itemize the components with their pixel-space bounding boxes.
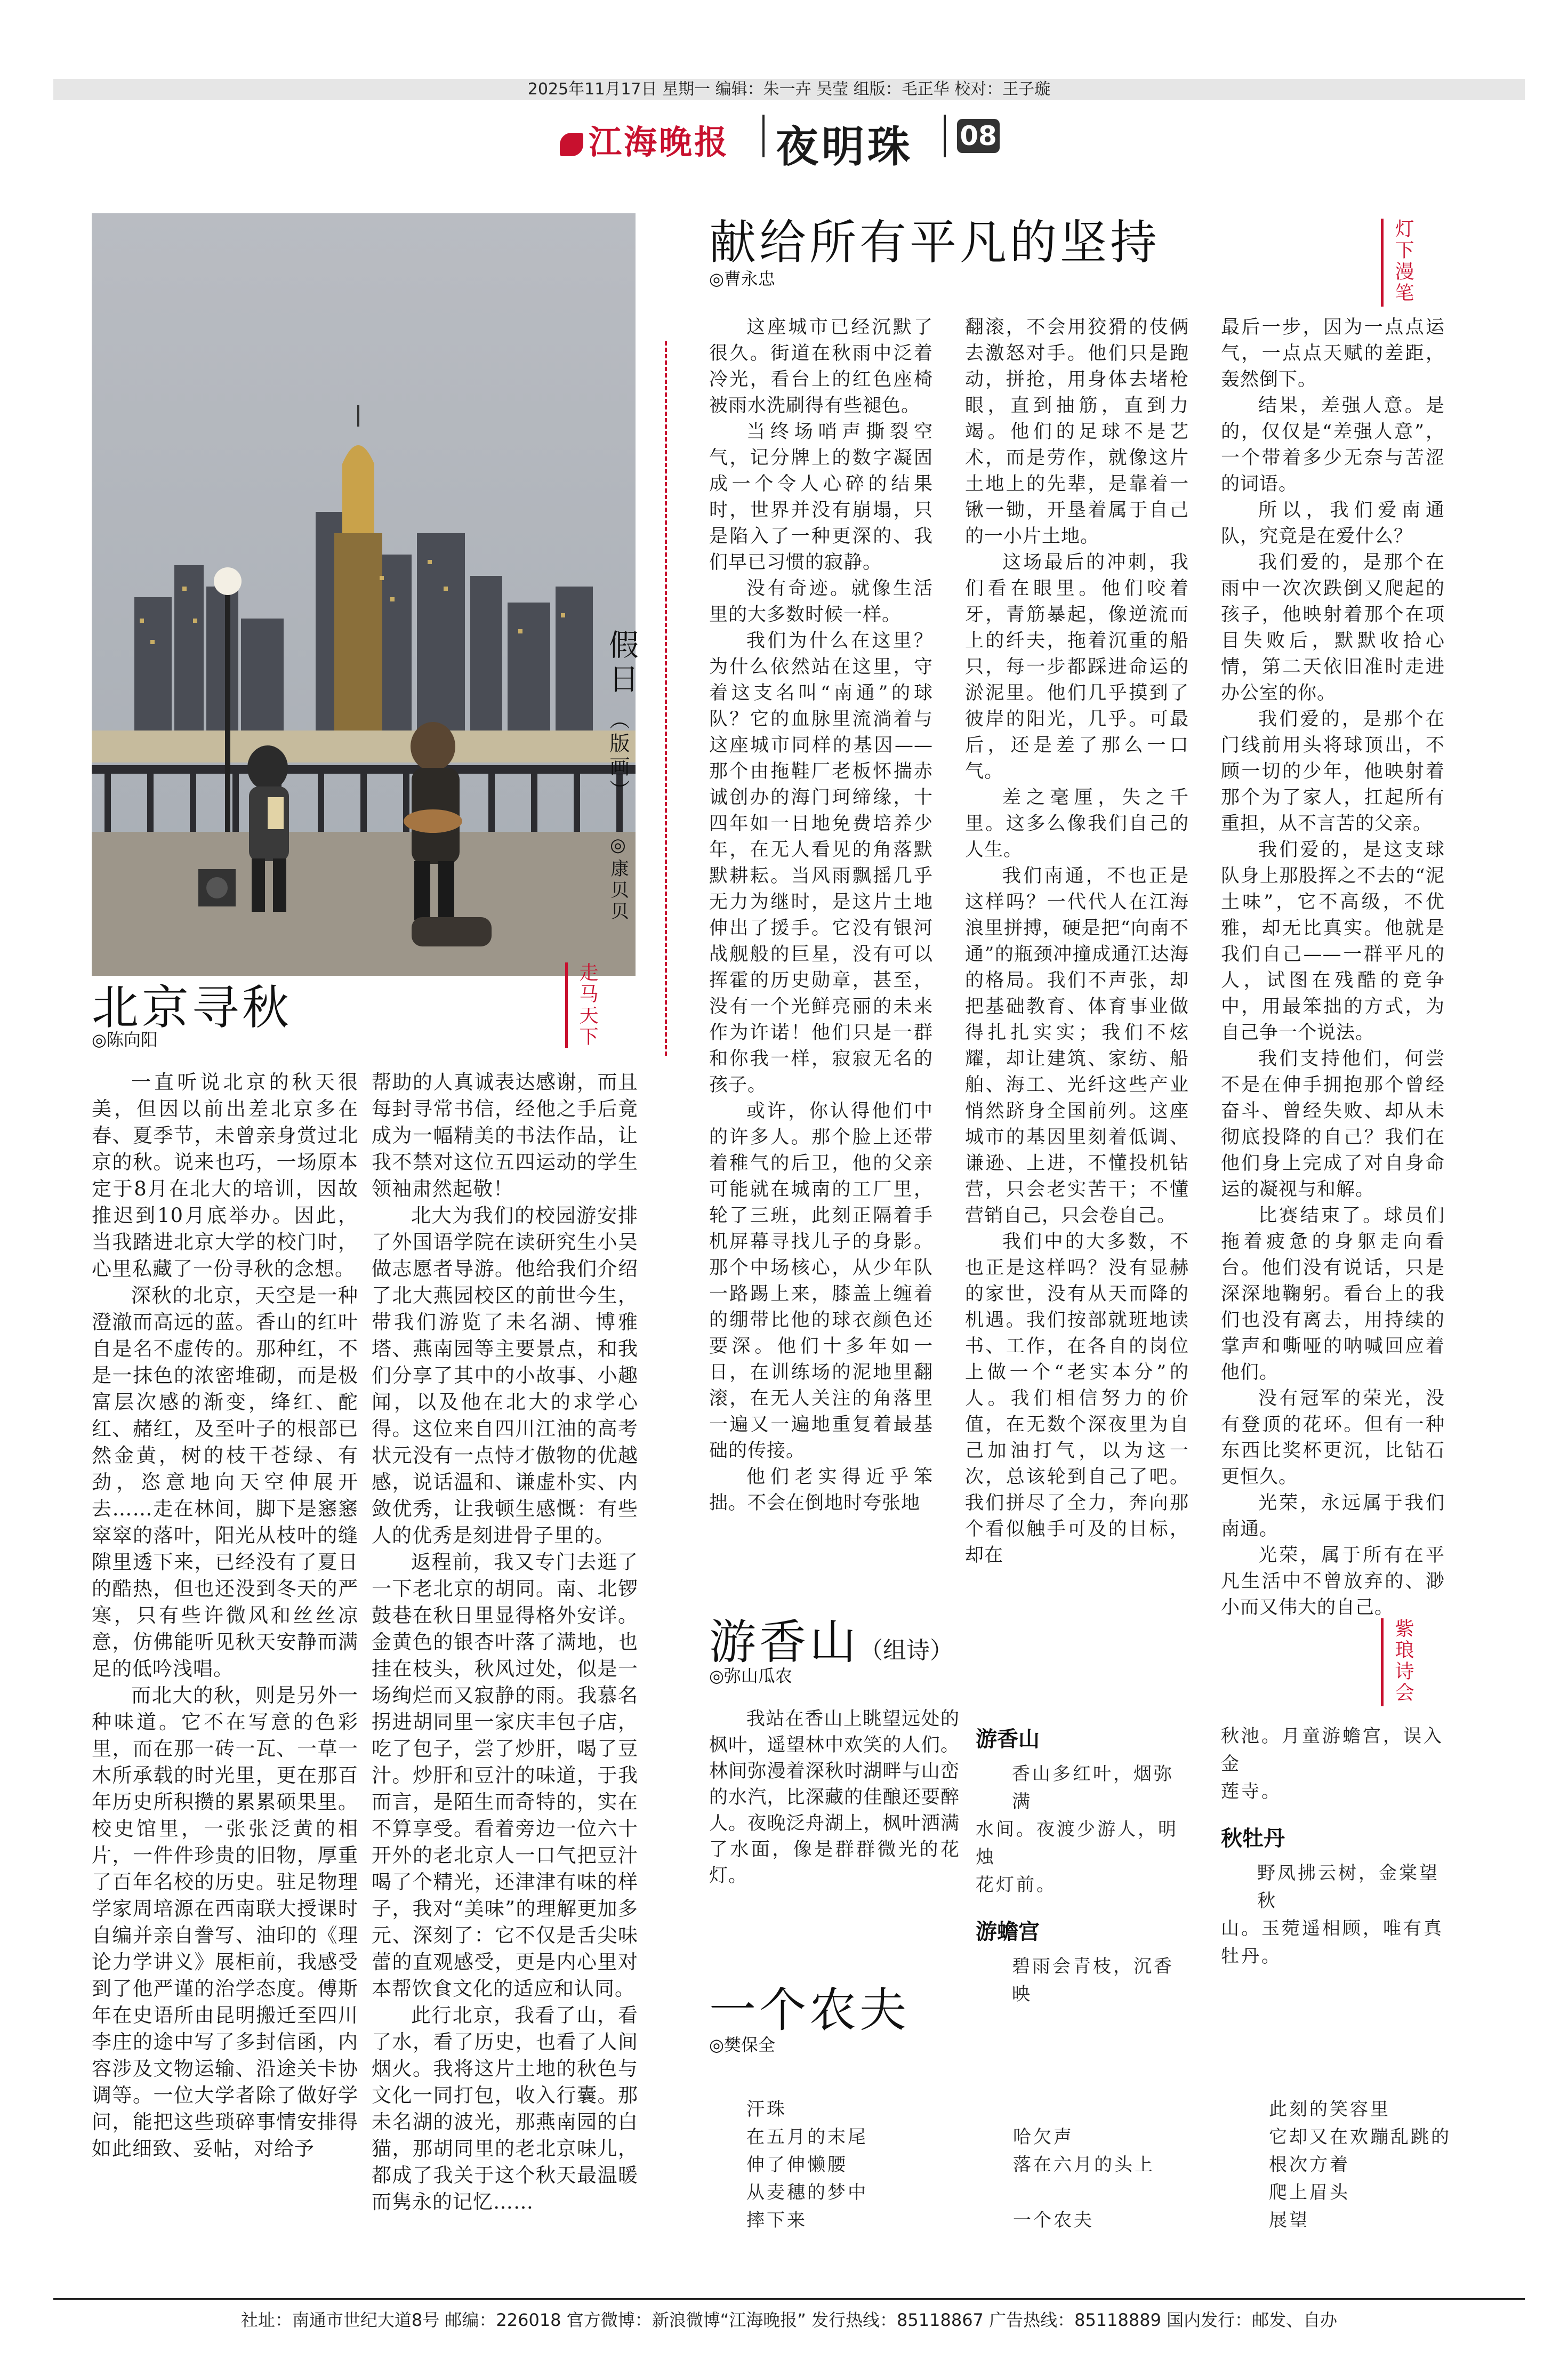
paragraph: 我们中的大多数，不也正是这样吗？没有显赫的家世，没有从天而降的机遇。我们按部就班地读书、工作，在各自的岗位上做一个“老实本分”的人。我们相信努力的价值，在无数个深夜里为自己加油打气，以为这一次，总该轮到自己了吧。我们拼尽了全力，奔向那个看似触手可及的目标，却在 — [965, 1231, 1189, 1566]
poem-line: 摔下来 — [746, 2210, 807, 2231]
poem-line: 秋池。月童游蟾宫，误入金 — [1221, 1725, 1444, 1775]
poem-line: 爬上眉头 — [1269, 2182, 1350, 2203]
paper-logo — [560, 116, 729, 163]
artwork-title: 假日 — [604, 629, 639, 697]
artwork-print-illustration — [92, 213, 636, 976]
article-persist-col1 — [709, 315, 933, 1516]
poem-farmer-col3 — [1269, 2096, 1503, 2234]
poem-line: 它却又在欢蹦乱跳的 — [1269, 2126, 1451, 2148]
poem-line — [1013, 2179, 1237, 2206]
artwork-artist: ◎康贝贝 — [607, 834, 629, 923]
poem-line: 一个农夫 — [1013, 2210, 1094, 2231]
paragraph: 光荣，永远属于我们南通。 — [1221, 1492, 1445, 1540]
poem-line: 野凤拂云树，金棠望秋 — [1257, 1863, 1440, 1912]
paragraph: 深秋的北京，天空是一种澄澈而高远的蓝。香山的红叶自是名不虚传的。那种红，不是一抹色的浓密堆砌，而是极富层次感的渐变，绛红、酡红、赭红，及至叶子的根部已然金黄，树的枝干苍绿、有劲，恣意地向天空伸展开去……走在林间，脚下是窸窸窣窣的落叶，阳光从枝叶的缝隙里透下来，已经没有了夏日的酷热，但也还没到冬天的严寒，只有些许微风和丝丝凉意，仿佛能听见秋天安静而满足的低吟浅唱。 — [92, 1284, 358, 1680]
column-tag-travel: 走马天下 — [565, 962, 601, 1048]
poem-lines-2-cont — [1221, 1722, 1445, 1805]
paper-name: 江海晚报 — [589, 123, 730, 162]
paragraph: 没有冠军的荣光，没有登顶的花环。但有一种东西比奖杯更沉，比钻石更恒久。 — [1221, 1388, 1445, 1488]
poem-byline-farmer: ◎樊保全 — [709, 2035, 775, 2055]
poem-byline-xiangshan: ◎弥山瓜农 — [709, 1666, 792, 1686]
edition-info-bar — [53, 79, 1525, 100]
poem-line: 香山多红叶，烟弥满 — [1012, 1763, 1174, 1812]
poem-line: 莲寺。 — [1221, 1781, 1282, 1802]
paragraph: 差之毫厘，失之千里。这多么像我们自己的人生。 — [965, 787, 1189, 861]
footer-rule — [53, 2298, 1525, 2300]
article-title-persist: 献给所有平凡的坚持 — [709, 215, 1161, 270]
paragraph: 当终场哨声撕裂空气，记分牌上的数字凝固成一个令人心碎的结果时，世界并没有崩塌，只是陷入了一种更深的、我们早已习惯的寂静。 — [709, 421, 933, 573]
paper-logo-icon — [560, 133, 583, 156]
poem-line: 牡丹。 — [1221, 1946, 1282, 1967]
article-persist-col2 — [965, 315, 1189, 1569]
article-persist-col3 — [1221, 315, 1445, 1621]
poem-line: 汗珠 — [746, 2099, 787, 2120]
poem-lines-1 — [976, 1760, 1189, 1899]
article-title-beijing: 北京寻秋 — [92, 980, 293, 1035]
page-number: 08 — [957, 119, 1000, 153]
masthead — [560, 109, 1002, 172]
paragraph: 这场最后的冲刺，我们看在眼里。他们咬着牙，青筋暴起，像逆流而上的纤夫，拖着沉重的船只，每一步都踩进命运的淤泥里。他们几乎摸到了彼岸的阳光，几乎。可最后，还是差了那么一口气。 — [965, 552, 1189, 782]
paragraph: 帮助的人真诚表达感谢，而且每封寻常书信，经他之手后竟成为一幅精美的书法作品，让我不禁对这位五四运动的学生领袖肃然起敬！ — [372, 1071, 638, 1200]
paragraph: 结果，差强人意。是的，仅仅是“差强人意”，一个带着多少无奈与苦涩的词语。 — [1221, 395, 1445, 495]
paragraph: 所以，我们爱南通队，究竟是在爱什么？ — [1221, 500, 1445, 547]
poem-group-1 — [976, 1722, 1189, 2008]
poem-line: 从麦穗的梦中 — [746, 2182, 868, 2203]
paragraph: 我们为什么在这里？为什么依然站在这里，守着这支名叫“南通”的球队？它的血脉里流淌着与这座城市同样的基因——那个由拖鞋厂老板怀揣赤诚创办的海门珂缔缘，十四年如一日地免费培养少年，在无人看见的角落默默耕耘。当风雨飘摇几乎无力为继时，是这片土地伸出了援手。它没有银河战舰般的巨星，没有可以挥霍的历史勋章，甚至，没有一个光鲜亮丽的未来作为许诺！他们只是一群和你我一样，寂寂无名的孩子。 — [709, 630, 933, 1096]
artwork-medium: （版画） — [606, 709, 630, 803]
poem-subtitle-2: 游蟾宫 — [976, 1920, 1040, 1944]
section-name: 夜明珠 — [776, 122, 913, 172]
paragraph: 没有奇迹。就像生活里的大多数时候一样。 — [709, 578, 933, 625]
poem-lines-2 — [976, 1953, 1189, 2008]
poem-subtitle-1: 游香山 — [976, 1727, 1040, 1752]
poem-title-xiangshan: 游香山 — [709, 1615, 860, 1669]
paragraph: 我站在香山上眺望远处的枫叶，遥望林中欢笑的人们。林间弥漫着深秋时湖畔与山峦的水汽，比深藏的佳酿还要醉人。夜晚泛舟湖上，枫叶洒满了水面，像是群群微光的花灯。 — [709, 1708, 960, 1887]
masthead-divider — [944, 115, 946, 157]
column-tag-poetry: 紫琅诗会 — [1381, 1618, 1417, 1706]
poem-lines-3 — [1221, 1859, 1445, 1970]
poem-line: 根次方着 — [1269, 2154, 1350, 2176]
paragraph: 我们爱的，是那个在门线前用头将球顶出，不顾一切的少年，他映射着那个为了家人，扛起所有重担，从不言苦的父亲。 — [1221, 709, 1445, 834]
poem-line: 水间。夜渡少游人，明烛 — [976, 1819, 1178, 1868]
paragraph: 此行北京，我看了山，看了水，看了历史，也看了人间烟火。我将这片土地的秋色与文化一同打包，收入行囊。那未名湖的波光，那燕南园的白猫，那胡同里的老北京味儿，都成了我关于这个秋天最温暖而隽永的记忆…… — [372, 2004, 638, 2213]
poem-line: 展望 — [1269, 2210, 1309, 2231]
poem-line: 此刻的笑容里 — [1269, 2099, 1390, 2120]
poem-subtitle: （组诗） — [859, 1637, 954, 1664]
edition-info-text: 2025年11月17日 星期一 编辑：朱一卉 吴莹 组版：毛正华 校对：王子璇 — [527, 80, 1051, 99]
paragraph: 光荣，属于所有在平凡生活中不曾放弃的、渺小而又伟大的自己。 — [1221, 1545, 1445, 1618]
poem-line: 哈欠声 — [1013, 2126, 1074, 2148]
article-beijing-col2 — [372, 1069, 638, 2216]
article-byline-beijing: ◎陈向阳 — [92, 1030, 158, 1050]
poem-title-farmer: 一个农夫 — [709, 1982, 910, 2037]
paragraph: 我们爱的，是这支球队身上那股挥之不去的“泥土味”，它不高级，不优雅，却无比真实。他就是我们自己——一群平凡的人，试图在残酷的竞争中，用最笨拙的方式，为自己争一个说法。 — [1221, 839, 1445, 1043]
poem-line — [1013, 2096, 1237, 2123]
paragraph: 而北大的秋，则是另外一种味道。它不在写意的色彩里，而在那一砖一瓦、一草一木所承载的时光里，更在那百年历史所积攒的累累硕果里。校史馆里，一张张泛黄的相片，一件件珍贵的旧物，厚重了百年名校的历史。驻足物理学家周培源在西南联大授课时自编并亲自誊写、油印的《理论力学讲义》展柜前，我感受到了他严谨的治学态度。傅斯年在史语所由昆明搬迁至四川李庄的途中写了多封信函，内容涉及文物运输、沿途关卡协调等。一位大学者除了做好学问，能把这些琐碎事情安排得如此细致、妥帖，对给予 — [92, 1684, 358, 2160]
paragraph: 返程前，我又专门去逛了一下老北京的胡同。南、北锣鼓巷在秋日里显得格外安详。金黄色的银杏叶落了满地，也挂在枝头，秋风过处，似是一场绚烂而又寂静的雨。我慕名拐进胡同里一家庆丰包子店，吃了包子，尝了炒肝，喝了豆汁。炒肝和豆汁的味道，于我而言，是陌生而奇特的，实在不算享受。看着旁边一位六十开外的老北京人一口气把豆汁喝了个精光，还津津有味的样子，我对“美味”的理解更加多元、深刻了：它不仅是舌尖味蕾的直观感受，更是内心里对本帮饮食文化的适应和认同。 — [372, 1551, 638, 2000]
poem-line: 花灯前。 — [976, 1874, 1057, 1896]
poem-line: 碧雨会青枝，沉香映 — [1012, 1956, 1174, 2005]
poem-line: 在五月的末尾 — [746, 2126, 868, 2148]
column-divider — [665, 341, 667, 1056]
paragraph: 他们老实得近乎笨拙。不会在倒地时夸张地 — [709, 1466, 933, 1514]
article-byline-persist: ◎曹永忠 — [709, 269, 775, 289]
article-beijing-col1 — [92, 1069, 358, 2162]
poem-subtitle-3: 秋牡丹 — [1221, 1826, 1285, 1851]
footer-info: 社址：南通市世纪大道8号 邮编：226018 官方微博：新浪微博“江海晚报” 发行热线：85118867 广告热线：85118889 国内发行：邮发、自办 — [240, 2310, 1338, 2330]
paragraph: 最后一步，因为一点点运气，一点点天赋的差距，轰然倒下。 — [1221, 317, 1445, 390]
paragraph: 我们爱的，是那个在雨中一次次跌倒又爬起的孩子，他映射着那个在项目失败后，默默收拾心情，第二天依旧准时走进办公室的你。 — [1221, 552, 1445, 704]
paragraph: 或许，你认得他们中的许多人。那个脸上还带着稚气的后卫，他的父亲可能就在城南的工厂里，轮了三班，此刻正隔着手机屏幕寻找儿子的身影。那个中场核心，从少年队一路踢上来，膝盖上缠着的绷带比他的球衣颜色还要深。他们十多年如一日，在训练场的泥地里翻滚，在无人关注的角落里一遍又一遍地重复着最基础的传接。 — [709, 1101, 933, 1462]
paragraph: 这座城市已经沉默了很久。街道在秋雨中泛着冷光，看台上的红色座椅被雨水洗刷得有些褪色。 — [709, 317, 933, 416]
poem-group-2 — [1221, 1722, 1445, 1970]
paragraph: 比赛结束了。球员们拖着疲惫的身躯走向看台。他们没有说话，只是深深地鞠躬。看台上的我们也没有离去，用持续的掌声和嘶哑的呐喊回应着他们。 — [1221, 1205, 1445, 1383]
paragraph: 翻滚，不会用狡猾的伎俩去激怒对手。他们只是跑动，拼抢，用身体去堵枪眼，直到抽筋，直到力竭。他们的足球不是艺术，而是劳作，就像这片土地上的先辈，是靠着一锹一锄，开垦着属于自己的一小片土地。 — [965, 317, 1189, 547]
column-tag-essay: 灯下漫笔 — [1381, 219, 1417, 307]
masthead-divider — [762, 115, 765, 157]
poem-intro — [709, 1706, 960, 1889]
paragraph: 我们支持他们，何尝不是在伸手拥抱那个曾经奋斗、曾经失败、却从未彻底投降的自己？我们在他们身上完成了对自身命运的凝视与和解。 — [1221, 1048, 1445, 1200]
paragraph: 我们南通，不也正是这样吗？一代代人在江海浪里拼搏，硬是把“向南不通”的瓶颈冲撞成通江达海的格局。我们不声张，却把基础教育、体育事业做得扎扎实实；我们不炫耀，却让建筑、家纺、船舶、海工、光纤这些产业悄然跻身全国前列。这座城市的基因里刻着低调、谦逊、上进，不懂投机钻营，只会老实苦干；不懂营销自己，只会卷自己。 — [965, 865, 1189, 1226]
poem-line: 伸了伸懒腰 — [746, 2154, 848, 2176]
poem-farmer-col2 — [1013, 2096, 1237, 2234]
paragraph: 一直听说北京的秋天很美，但因以前出差北京多在春、夏季节，未曾亲身赏过北京的秋。说来也巧，一场原本定于8月在北大的培训，因故推迟到10月底举办。因此，当我踏进北京大学的校门时，心里私藏了一份寻秋的念想。 — [92, 1071, 358, 1280]
poem-line: 落在六月的头上 — [1013, 2154, 1155, 2176]
artwork-image — [92, 213, 636, 976]
paragraph: 北大为我们的校园游安排了外国语学院在读研究生小吴做志愿者导游。他给我们介绍了北大燕园校区的前世今生，带我们游览了未名湖、博雅塔、燕南园等主要景点，和我们分享了其中的小故事、小趣闻，以及他在北大的求学心得。这位来自四川江油的高考状元没有一点恃才傲物的优越感，说话温和、谦虚朴实、内敛优秀，让我顿生感慨：有些人的优秀是刻进骨子里的。 — [372, 1204, 638, 1547]
poem-farmer-col1 — [746, 2096, 986, 2234]
poem-line: 山。玉菀遥相顾，唯有真 — [1221, 1918, 1444, 1939]
